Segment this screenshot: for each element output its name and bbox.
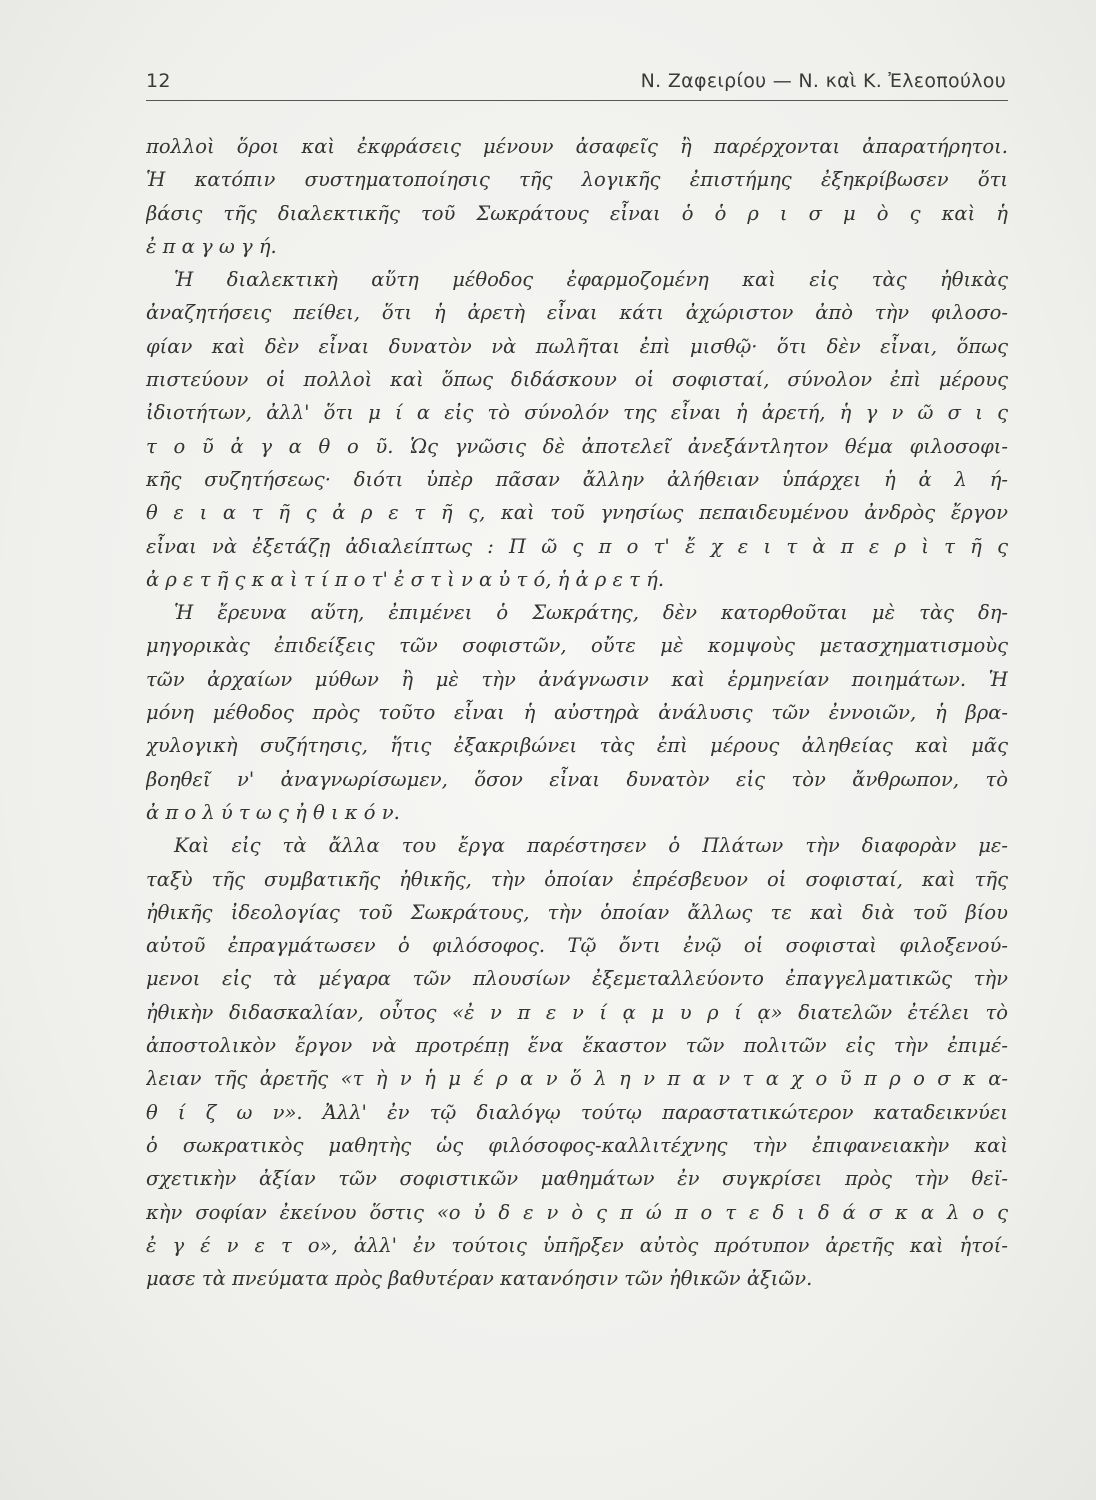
page-number: 12 — [146, 70, 171, 92]
text-line: μενοι εἰς τὰ μέγαρα τῶν πλουσίων ἐξεμεταλλεύοντο ἐπαγγελματικῶς τὴν — [146, 967, 1008, 991]
paragraph-3 — [146, 596, 1008, 829]
text-line: ἠθικὴν διδασκαλίαν, οὗτος «ἐ ν π ε ν ί ᾳ μ υ ρ ί ᾳ» διατελῶν ἐτέλει τὸ — [146, 1000, 1008, 1024]
text-line: μασε τὰ πνεύματα πρὸς βαθυτέραν κατανόησιν τῶν ἠθικῶν ἀξιῶν. — [146, 1267, 813, 1291]
running-head — [146, 70, 1006, 100]
paragraph-1 — [146, 130, 1008, 263]
text-line: Καὶ εἰς τὰ ἄλλα του ἔργα παρέστησεν ὁ Πλάτων τὴν διαφορὰν με- — [174, 834, 1008, 858]
text-line: ἰδιοτήτων, ἀλλ' ὅτι μ ί α εἰς τὸ σύνολόν της εἶναι ἡ ἀρετή, ἡ γ ν ῶ σ ι ς — [146, 401, 1008, 425]
text-line: θ ί ζ ω ν». Ἀλλ' ἐν τῷ διαλόγῳ τούτῳ παραστατικώτερον καταδεικνύει — [146, 1100, 1008, 1124]
text-line: πιστεύουν οἱ πολλοὶ καὶ ὅπως διδάσκουν οἱ σοφισταί, σύνολον ἐπὶ μέρους — [146, 368, 1008, 392]
text-line: βάσις τῆς διαλεκτικῆς τοῦ Σωκράτους εἶναι ὁ ὁ ρ ι σ μ ὸ ς καὶ ἡ — [146, 201, 1008, 225]
text-line: θ ε ι α τ ῆ ς ἀ ρ ε τ ῆ ς, καὶ τοῦ γνησίως πεπαιδευμένου ἀνδρὸς ἔργον — [146, 501, 1008, 525]
text-line: λειαν τῆς ἀρετῆς «τ ὴ ν ἡ μ έ ρ α ν ὅ λ η ν π α ν τ α χ ο ῦ π ρ ο σ κ α- — [146, 1067, 1008, 1091]
text-line: πολλοὶ ὅροι καὶ ἐκφράσεις μένουν ἀσαφεῖς ἢ παρέρχονται ἀπαρατήρητοι. — [146, 135, 1008, 158]
header-rule — [146, 100, 1008, 101]
text-line: ταξὺ τῆς συμβατικῆς ἠθικῆς, τὴν ὁποίαν ἐπρέσβευον οἱ σοφισταί, καὶ τῆς — [146, 867, 1008, 891]
text-line: ἀποστολικὸν ἔργον νὰ προτρέπῃ ἕνα ἕκαστον τῶν πολιτῶν εἰς τὴν ἐπιμέ- — [146, 1034, 1008, 1058]
text-line: κῆς συζητήσεως· διότι ὑπὲρ πᾶσαν ἄλλην ἀλήθειαν ὑπάρχει ἡ ἀ λ ή- — [146, 467, 1008, 491]
text-line: φίαν καὶ δὲν εἶναι δυνατὸν νὰ πωλῆται ἐπὶ μισθῷ· ὅτι δὲν εἶναι, ὅπως — [146, 334, 1008, 358]
text-line: ἐ γ έ ν ε τ ο», ἀλλ' ἐν τούτοις ὑπῆρξεν αὐτὸς πρότυπον ἀρετῆς καὶ ἡτοί- — [146, 1233, 1008, 1257]
text-line: βοηθεῖ ν' ἀναγνωρίσωμεν, ὅσον εἶναι δυνατὸν εἰς τὸν ἄνθρωπον, τὸ — [146, 767, 1008, 791]
text-line: εἶναι νὰ ἐξετάζῃ ἀδιαλείπτως : Π ῶ ς π ο τ' ἔ χ ε ι τ ὰ π ε ρ ὶ τ ῆ ς — [146, 534, 1008, 558]
text-line: σχετικὴν ἀξίαν τῶν σοφιστικῶν μαθημάτων ἐν συγκρίσει πρὸς τὴν θεϊ- — [146, 1167, 1008, 1191]
paragraph-4 — [146, 829, 1008, 1295]
text-line: μηγορικὰς ἐπιδείξεις τῶν σοφιστῶν, οὔτε μὲ κομψοὺς μετασχηματισμοὺς — [146, 634, 1008, 658]
running-title: Ν. Ζαφειρίου — Ν. καὶ Κ. Ἐλεοπούλου — [640, 70, 1006, 92]
text-line: τῶν ἀρχαίων μύθων ἢ μὲ τὴν ἀνάγνωσιν καὶ ἑρμηνείαν ποιημάτων. Ἡ — [146, 667, 1008, 691]
text-line: αὐτοῦ ἐπραγμάτωσεν ὁ φιλόσοφος. Τῷ ὄντι ἐνῷ οἱ σοφισταὶ φιλοξενού- — [146, 934, 1008, 958]
text-line: Ἡ διαλεκτικὴ αὕτη μέθοδος ἐφαρμοζομένη καὶ εἰς τὰς ἠθικὰς — [174, 268, 1008, 292]
text-line: ἀναζητήσεις πείθει, ὅτι ἡ ἀρετὴ εἶναι κάτι ἀχώριστον ἀπὸ τὴν φιλοσο- — [146, 301, 1008, 325]
text-line: ὁ σωκρατικὸς μαθητὴς ὡς φιλόσοφος-καλλιτέχνης τὴν ἐπιφανειακὴν καὶ — [146, 1133, 1008, 1157]
text-line: κὴν σοφίαν ἐκείνου ὅστις «ο ὐ δ ε ν ὸ ς π ώ π ο τ ε δ ι δ ά σ κ α λ ο ς — [146, 1200, 1008, 1224]
paragraph-2 — [146, 263, 1008, 596]
text-line: Ἡ κατόπιν συστηματοποίησις τῆς λογικῆς ἐπιστήμης ἐξηκρίβωσεν ὅτι — [146, 168, 1008, 192]
text-line: Ἡ ἔρευνα αὕτη, ἐπιμένει ὁ Σωκράτης, δὲν κατορθοῦται μὲ τὰς δη- — [174, 601, 1008, 625]
text-line: ἐ π α γ ω γ ή. — [146, 234, 277, 258]
text-line: τ ο ῦ ἀ γ α θ ο ῦ. Ὡς γνῶσις δὲ ἀποτελεῖ ἀνεξάντλητον θέμα φιλοσοφι- — [146, 434, 1008, 458]
text-line: χυλογικὴ συζήτησις, ἥτις ἐξακριβώνει τὰς ἐπὶ μέρους ἀληθείας καὶ μᾶς — [146, 734, 1008, 758]
text-line: ἀ π ο λ ύ τ ω ς ἠ θ ι κ ό ν. — [146, 800, 400, 824]
body-text — [146, 130, 1008, 1295]
text-line: μόνη μέθοδος πρὸς τοῦτο εἶναι ἡ αὐστηρὰ ἀνάλυσις τῶν ἐννοιῶν, ἡ βρα- — [146, 701, 1008, 725]
text-line: ἠθικῆς ἰδεολογίας τοῦ Σωκράτους, τὴν ὁποίαν ἄλλως τε καὶ διὰ τοῦ βίου — [146, 900, 1008, 924]
text-line: ἀ ρ ε τ ῆ ς κ α ὶ τ ί π ο τ' ἐ σ τ ὶ ν α ὐ τ ό, ἡ ἀ ρ ε τ ή. — [146, 567, 665, 591]
